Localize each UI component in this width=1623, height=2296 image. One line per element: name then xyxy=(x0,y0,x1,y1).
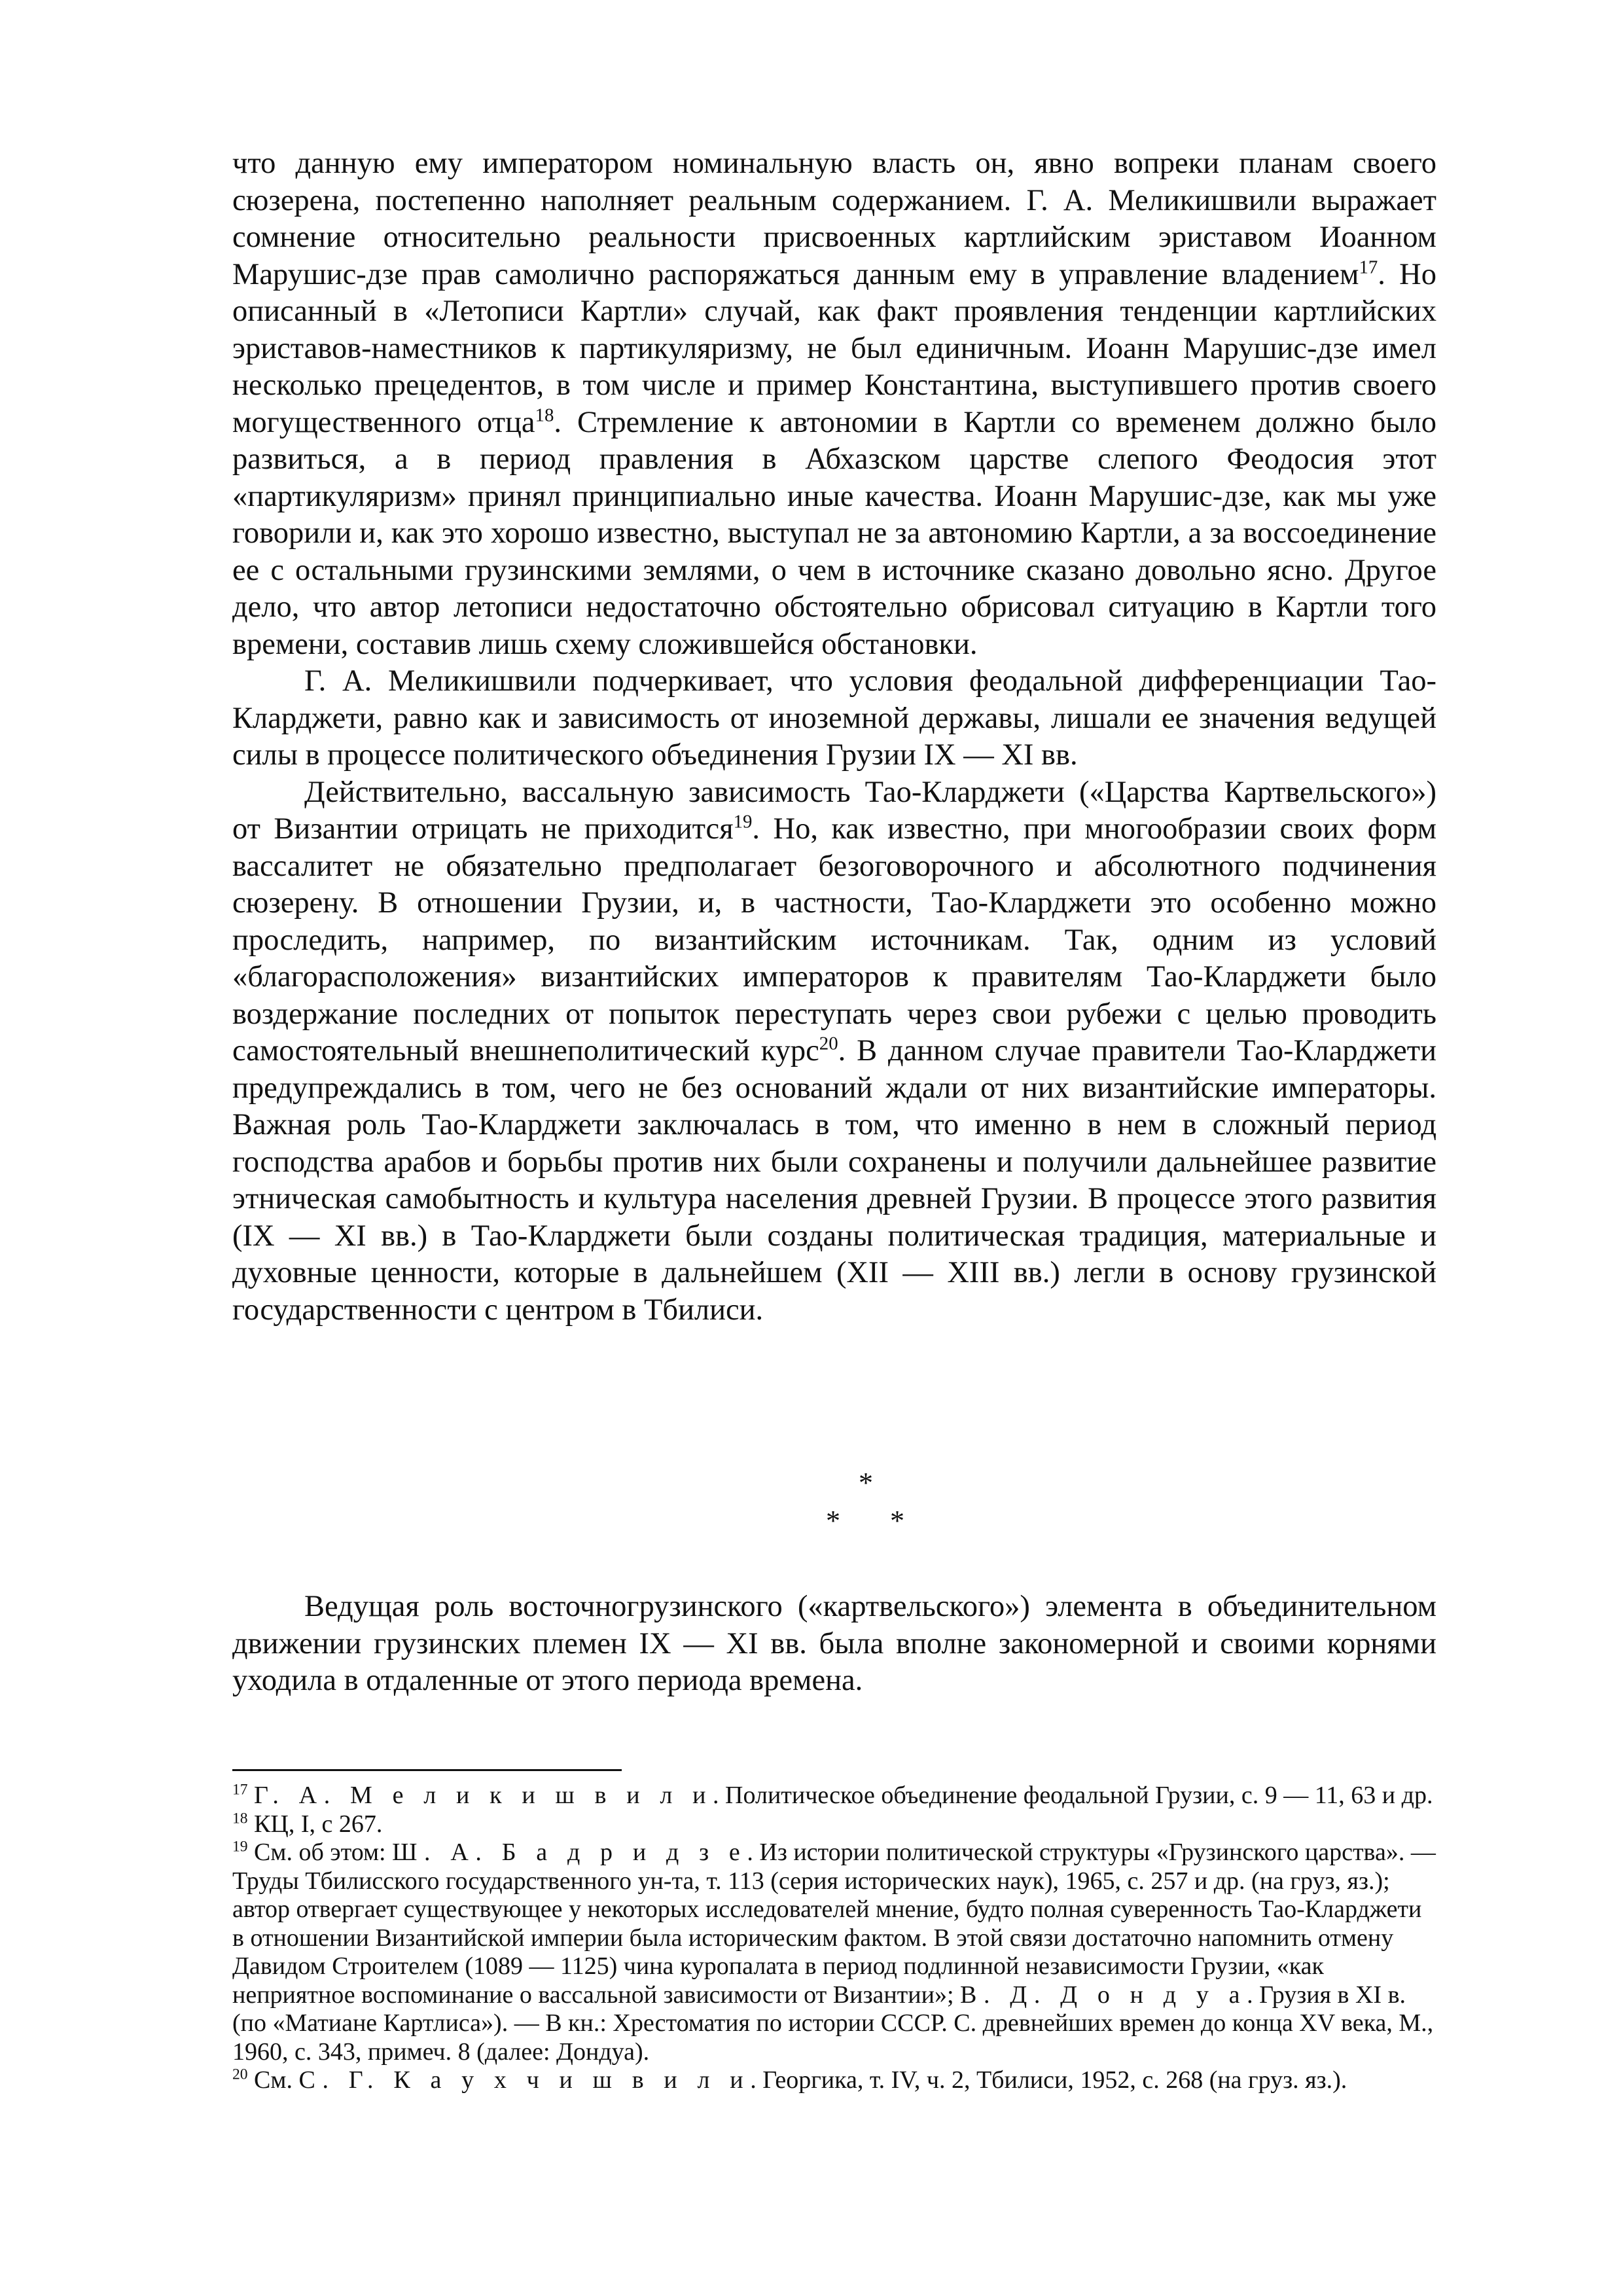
divider-star-left: * xyxy=(826,1505,840,1537)
footnote-17 xyxy=(232,1782,1436,1810)
footnote-number: 18 xyxy=(232,1809,248,1827)
footnote-ref-17[interactable]: 17 xyxy=(1359,256,1378,278)
footnote-20 xyxy=(232,2066,1436,2095)
footnote-number: 17 xyxy=(232,1781,248,1799)
paragraph-3-text-c: . В данном случае правители Тао-Кларджети предупреждались в том, чего не без оснований ждали от них византийские императоры. Важная роль Тао-Кларджети заключалась в том, что именно в нем в сложный период господства арабов и борьбы против них были сохранены и получили дальнейшее развитие этническая самобытность и культура населения древней Грузии. В процессе этого развития (IX — XI вв.) в Тао-Кларджети были созданы политическая традиция, материальные и духовные ценности, которые в дальнейшем (XII — XIII вв.) легли в основу грузинской государственности с центром в Тбилиси. xyxy=(232,1034,1436,1327)
footnote-author: С. Г. К а у х ч и ш в и л и xyxy=(298,2066,751,2094)
paragraph-3-text-a: Действительно, вассальную зависимость Тао-Кларджети («Царства Картвельского») от Византии отрицать не приходится xyxy=(232,775,1436,846)
footnote-prefix: См. об этом: xyxy=(254,1839,393,1866)
paragraph-1 xyxy=(232,145,1436,663)
footnote-text: . Политическое объединение феодальной Грузии, с. 9 — 11, 63 и др. xyxy=(713,1782,1433,1809)
footnote-number: 19 xyxy=(232,1838,248,1856)
final-paragraph-block xyxy=(232,1588,1436,1700)
footnote-text: . Из истории политической структуры «Грузинского царства». — Труды Тбилисского государственного ун-та, т. 113 (серия исторических наук), 1965, с. 257 и др. (на груз, яз.); автор отвергает существующее у некоторых исследователей мнение, будто полная суверенность Тао-Кларджети в отношении Византийской империи была историческим фактом. В этой связи достаточно напомнить отмену Давидом Строителем (1089 — 1125) чина куропалата в период подлинной независимости Грузии, «как неприятное воспоминание о вассальной зависимости от Византии»; xyxy=(232,1839,1436,2009)
footnote-author: Г. А. М е л и к и ш в и л и xyxy=(254,1782,713,1809)
paragraph-2: Г. А. Меликишвили подчеркивает, что условия феодальной дифференциации Тао-Кларджети, равно как и зависимость от иноземной державы, лишали ее значения ведущей силы в процессе политического объединения Грузии IX — XI вв. xyxy=(232,664,1436,772)
footnotes xyxy=(232,1782,1436,2095)
footnote-author: Ш. А. Б а д р и д з е xyxy=(392,1839,747,1866)
footnote-text: КЦ, I, с 267. xyxy=(254,1810,383,1838)
footnote-text-2: . Грузия в XI в. (по «Матиане Картлиса»). — В кн.: Хрестоматия по истории СССР. С. древнейших времен до конца XV века, М., 1960, с. 343, примеч. 8 (далее: Дондуа). xyxy=(232,1981,1434,2066)
footnote-ref-19[interactable]: 19 xyxy=(733,811,753,833)
footnote-separator xyxy=(232,1769,622,1771)
main-body-text xyxy=(232,145,1436,1329)
footnote-18 xyxy=(232,1810,1436,1839)
paragraph-3 xyxy=(232,774,1436,1329)
footnote-ref-20[interactable]: 20 xyxy=(819,1033,838,1054)
paragraph-1-text-b: . Но описанный в «Летописи Картли» случай, как факт проявления тенденции картлийских эриставов-наместников к партикуляризму, не был единичным. Иоанн Марушис-дзе имел несколько прецедентов, в том числе и пример Константина, выступившего против своего могущественного отца xyxy=(232,257,1436,439)
divider-star-right: * xyxy=(890,1505,904,1537)
footnote-author-2: В. Д. Д о н д у а xyxy=(960,1981,1247,2009)
paragraph-1-text-c: . Стремление к автономии в Картли со временем должно было развиться, а в период правления в Абхазском царстве слепого Феодосия этот «партикуляризм» принял принципиально иные качества. Иоанн Марушис-дзе, как мы уже говорили и, как это хорошо известно, выступал не за автономию Картли, а за воссоединение ее с остальными грузинскими землями, о чем в источнике сказано довольно ясно. Другое дело, что автор летописи недостаточно обстоятельно обрисовал ситуацию в Картли того времени, составив лишь схему сложившейся обстановки. xyxy=(232,405,1436,661)
footnote-ref-18[interactable]: 18 xyxy=(535,404,554,425)
footnote-prefix: См. xyxy=(254,2066,299,2094)
paragraph-4: Ведущая роль восточногрузинского («картвельского») элемента в объединительном движении грузинских племен IX — XI вв. была вполне закономерной и своими корнями уходила в отдаленные от этого периода времена. xyxy=(232,1590,1436,1697)
paragraph-3-text-b: . Но, как известно, при многообразии своих форм вассалитет не обязательно предполагает безоговорочного и абсолютного подчинения сюзерену. В отношении Грузии, и, в частности, Тао-Кларджети это особенно можно проследить, например, по византийским источникам. Так, одним из условий «благорасположения» византийских императоров к правителям Тао-Кларджети было воздержание последних от попыток переступать через свои рубежи с целью проводить самостоятельный внешнеполитический курс xyxy=(232,812,1436,1067)
footnote-text: . Георгика, т. IV, ч. 2, Тбилиси, 1952, с. 268 (на груз. яз.). xyxy=(750,2066,1347,2094)
paragraph-1-text-a: что данную ему императором номинальную власть он, явно вопреки планам своего сюзерена, постепенно наполняет реальным содержанием. Г. А. Меликишвили выражает сомнение относительно реальности присвоенных картлийским эриставом Иоанном Марушис-дзе прав самолично распоряжаться данным ему в управление владением xyxy=(232,147,1436,291)
divider-star-top: * xyxy=(859,1467,873,1499)
footnote-19 xyxy=(232,1839,1436,2066)
footnote-number: 20 xyxy=(232,2066,248,2083)
